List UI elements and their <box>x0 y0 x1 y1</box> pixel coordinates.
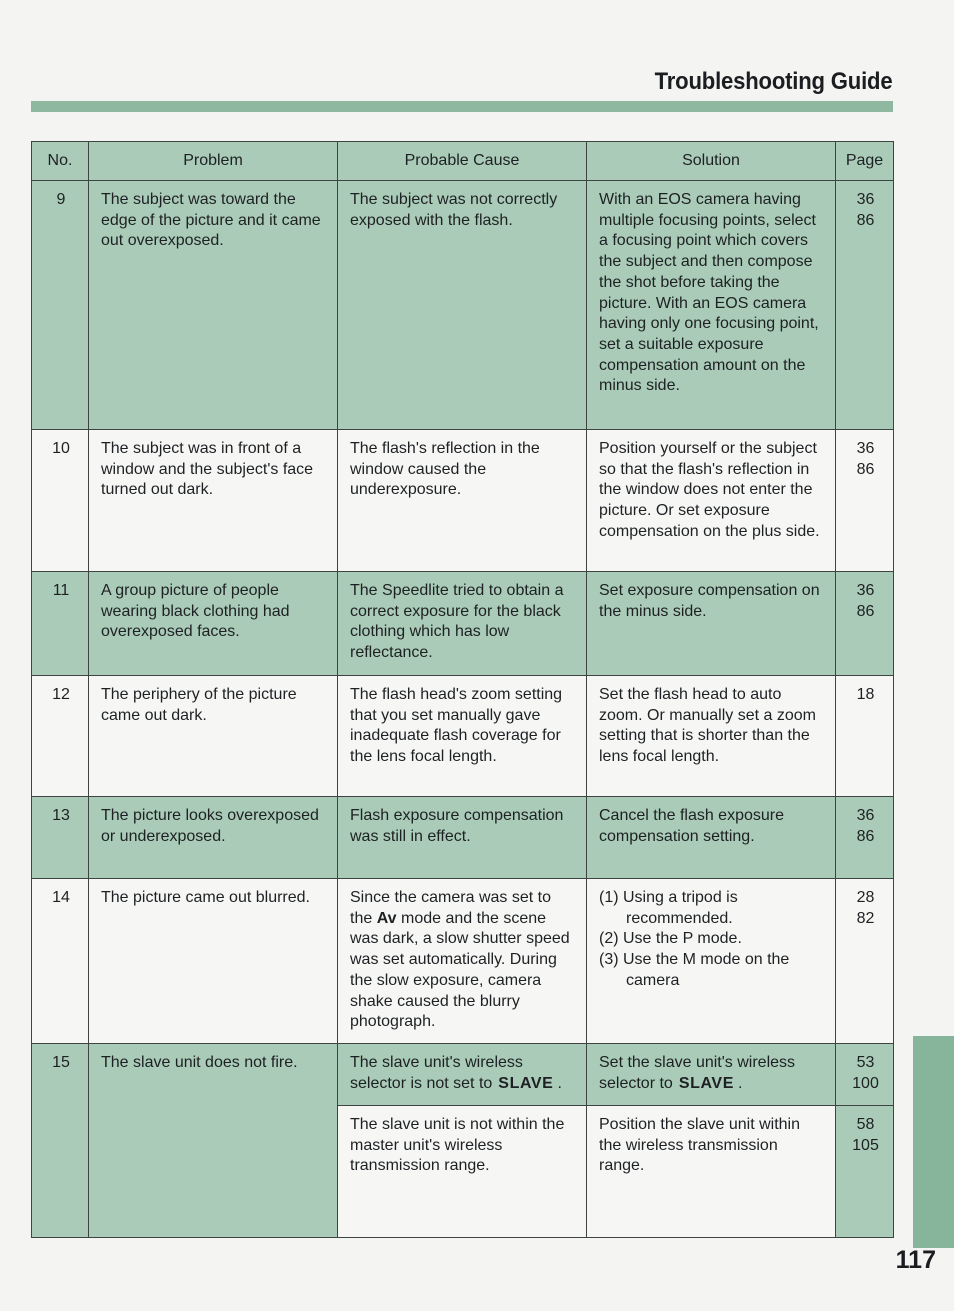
table-row <box>32 676 894 797</box>
solution-cell: Set exposure compensation on the minus side. <box>587 572 836 676</box>
row-number: 9 <box>32 181 89 430</box>
row-number: 12 <box>32 676 89 797</box>
solution-cell: Cancel the flash exposure compensation setting. <box>587 797 836 879</box>
problem-cell: The subject was toward the edge of the picture and it came out overexposed. <box>89 181 338 430</box>
cause-cell: The flash head's zoom setting that you set manually gave inadequate flash coverage for the lens focal length. <box>338 676 587 797</box>
table-header-row <box>32 142 894 181</box>
header-no: No. <box>32 142 89 181</box>
row-number: 13 <box>32 797 89 879</box>
page-cell <box>836 676 894 797</box>
table-row <box>32 572 894 676</box>
page-cell <box>836 797 894 879</box>
row-number: 10 <box>32 430 89 572</box>
table-row <box>32 797 894 879</box>
solution-cell: Position the slave unit within the wireless transmission range. <box>587 1105 836 1237</box>
slave-keyword: SLAVE <box>498 1074 554 1092</box>
solution-item: (3) Use the M mode on the camera <box>599 951 790 989</box>
page-cell <box>836 181 894 430</box>
row-number: 15 <box>32 1043 89 1237</box>
slave-keyword: SLAVE <box>678 1074 734 1092</box>
page-ref: 86 <box>856 827 875 845</box>
table-row <box>32 879 894 1044</box>
solution-list <box>599 888 825 992</box>
cause-cell: The flash's reflection in the window caused the underexposure. <box>338 430 587 572</box>
table-row <box>32 181 894 430</box>
page-cell <box>836 1043 894 1105</box>
row-number: 14 <box>32 879 89 1044</box>
page-ref: 105 <box>852 1136 879 1154</box>
header-problem: Problem <box>89 142 338 181</box>
solution-cell <box>587 1043 836 1105</box>
page-ref: 86 <box>856 211 875 229</box>
page-ref: 36 <box>856 191 875 208</box>
title-underline-bar <box>31 101 893 112</box>
page-ref: 36 <box>856 807 875 824</box>
page-ref: 36 <box>856 582 875 599</box>
solution-text-before: Set the slave unit's wireless selector to <box>599 1053 796 1092</box>
av-mode-label: Av <box>376 909 397 927</box>
solution-cell <box>587 879 836 1044</box>
cause-cell: The subject was not correctly exposed with the flash. <box>338 181 587 430</box>
page-ref: 100 <box>852 1074 879 1092</box>
page-ref: 86 <box>856 460 875 478</box>
cause-text-after: . <box>557 1074 562 1092</box>
solution-item: (1) Using a tripod is recommended. <box>599 889 738 927</box>
page-ref: 82 <box>856 909 875 927</box>
header-solution: Solution <box>587 142 836 181</box>
page-cell <box>836 1105 894 1237</box>
solution-cell: Set the flash head to auto zoom. Or manually set a zoom setting that is shorter than the lens focal length. <box>587 676 836 797</box>
cause-text-after: mode and the scene was dark, a slow shutter speed was set automatically. During the slow exposure, camera shake caused the blurry photograph. <box>350 909 570 1031</box>
table-row <box>32 430 894 572</box>
solution-cell: With an EOS camera having multiple focusing points, select a focusing point which covers the subject and then compose the shot before taking the picture. With an EOS camera having only one focusing point, set a suitable exposure compensation amount on the minus side. <box>587 181 836 430</box>
table-row <box>32 1043 894 1105</box>
header-page: Page <box>836 142 894 181</box>
page-ref: 86 <box>856 602 875 620</box>
row-number: 11 <box>32 572 89 676</box>
header-cause: Probable Cause <box>338 142 587 181</box>
cause-text-before: The slave unit's wireless selector is not set to <box>350 1053 523 1092</box>
page-ref: 58 <box>856 1115 875 1133</box>
cause-cell <box>338 1043 587 1105</box>
problem-cell: A group picture of people wearing black clothing had overexposed faces. <box>89 572 338 676</box>
cause-cell: Flash exposure compensation was still in effect. <box>338 797 587 879</box>
problem-cell: The subject was in front of a window and the subject's face turned out dark. <box>89 430 338 572</box>
problem-cell: The picture came out blurred. <box>89 879 338 1044</box>
page-ref: 36 <box>856 440 875 457</box>
page-ref: 53 <box>856 1053 875 1071</box>
cause-cell: The slave unit is not within the master unit's wireless transmission range. <box>338 1105 587 1237</box>
solution-text-after: . <box>737 1074 743 1092</box>
cause-cell: The Speedlite tried to obtain a correct exposure for the black clothing which has low reflectance. <box>338 572 587 676</box>
cause-text-before: Since the camera was set to the <box>350 889 551 927</box>
solution-cell: Position yourself or the subject so that the flash's reflection in the window does not enter the picture. Or set exposure compensation on the plus side. <box>587 430 836 572</box>
page-title: Troubleshooting Guide <box>654 68 892 95</box>
page-cell <box>836 430 894 572</box>
troubleshooting-table <box>31 141 894 1238</box>
problem-cell: The slave unit does not fire. <box>89 1043 338 1237</box>
problem-cell: The periphery of the picture came out dark. <box>89 676 338 797</box>
problem-cell: The picture looks overexposed or underexposed. <box>89 797 338 879</box>
cause-cell <box>338 879 587 1044</box>
solution-item: (2) Use the P mode. <box>599 930 742 948</box>
section-side-tab <box>913 1036 954 1248</box>
page-cell <box>836 879 894 1044</box>
page-ref: 28 <box>856 889 875 906</box>
page-number: 117 <box>895 1246 936 1274</box>
page-ref: 18 <box>856 686 875 703</box>
page-cell <box>836 572 894 676</box>
